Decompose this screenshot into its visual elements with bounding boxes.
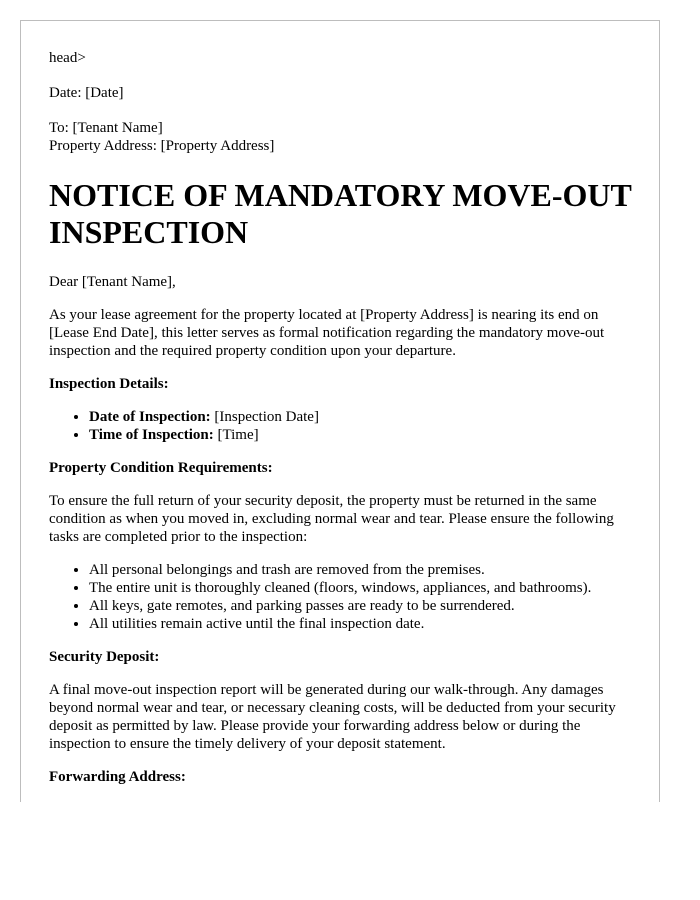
page-title: NOTICE OF MANDATORY MOVE-OUT INSPECTION <box>49 177 632 250</box>
inspection-time-value: [Time] <box>213 427 259 443</box>
inspection-details-heading: Inspection Details: <box>49 376 169 392</box>
security-deposit-paragraph: A final move-out inspection report will be generated during our walk-through. Any damages beyond normal wear and tear, or necessary cleaning costs, will be deducted from your security deposit as permitted by law. Please provide your forwarding address below or during the inspection to ensure the timely delivery of your deposit statement. <box>49 682 616 752</box>
list-item <box>89 426 639 444</box>
list-item <box>89 408 639 426</box>
letter-content <box>49 49 639 801</box>
condition-paragraph: To ensure the full return of your security deposit, the property must be returned in the same condition as when you moved in, excluding normal wear and tear. Please ensure the following tasks are completed prior to the inspection: <box>49 493 614 545</box>
inspection-time-label: Time of Inspection: <box>89 427 214 443</box>
inspection-date-value: [Inspection Date] <box>210 409 319 425</box>
security-deposit-heading: Security Deposit: <box>49 649 160 665</box>
inspection-details-list <box>49 408 639 444</box>
forwarding-address-heading: Forwarding Address: <box>49 769 186 785</box>
intro-paragraph: As your lease agreement for the property located at [Property Address] is nearing its end on [Lease End Date], this letter serves as formal notification regarding the mandatory move-out inspection and the required property condition upon your departure. <box>49 307 605 359</box>
inspection-date-label: Date of Inspection: <box>89 409 211 425</box>
recipient-line: To: [Tenant Name] <box>49 120 163 136</box>
list-item: • All utilities remain active until the final inspection date. <box>89 615 639 633</box>
salutation: Dear [Tenant Name], <box>49 274 176 290</box>
condition-requirements-heading: Property Condition Requirements: <box>49 460 273 476</box>
date-line: Date: [Date] <box>49 85 124 101</box>
stray-markup-text: head> <box>49 50 86 66</box>
letter-page <box>20 20 660 802</box>
property-address-line: Property Address: [Property Address] <box>49 138 275 154</box>
condition-task-list <box>49 561 639 633</box>
list-item: • All personal belongings and trash are removed from the premises. <box>89 561 639 579</box>
list-item: • The entire unit is thoroughly cleaned (floors, windows, appliances, and bathrooms). <box>89 579 639 597</box>
list-item: • All keys, gate remotes, and parking passes are ready to be surrendered. <box>89 597 639 615</box>
